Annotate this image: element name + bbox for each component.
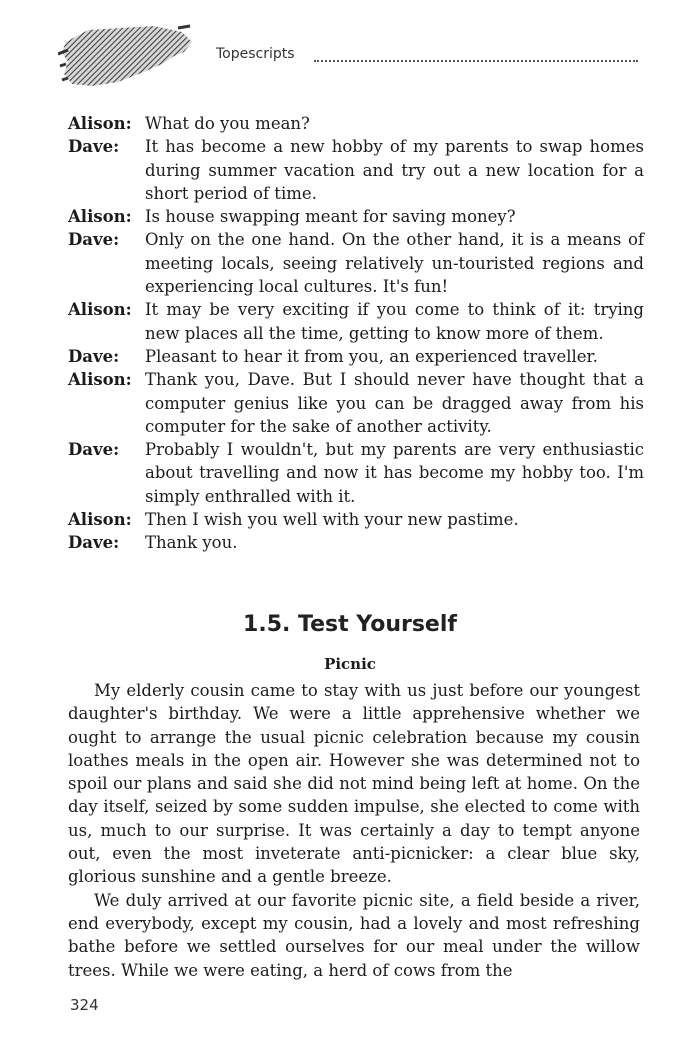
dialogue-line — [68, 438, 644, 508]
running-header-title: Topescripts — [216, 46, 295, 62]
dialogue-line — [68, 531, 644, 554]
header-dotted-rule — [314, 60, 638, 62]
dialogue-line — [68, 368, 644, 438]
speech-text: Is house swapping meant for saving money? — [145, 207, 516, 227]
speaker-name: Dave: — [68, 137, 120, 157]
speaker-name: Alison: — [68, 370, 132, 390]
speech-text: It has become a new hobby of my parents to swap homes during summer vacation and try out a new location for a short period of time. — [145, 137, 644, 203]
speech-text: Probably I wouldn't, but my parents are very enthusiastic about travelling and now it has become my hobby too. I'm simply enthralled with it. — [145, 440, 644, 506]
speech-text: Then I wish you well with your new pastime. — [145, 510, 519, 530]
dialogue-line — [68, 205, 644, 228]
speaker-name: Dave: — [68, 440, 120, 460]
page-number: 324 — [70, 996, 99, 1014]
header-decoration-icon — [58, 24, 194, 90]
story-paragraph: My elderly cousin came to stay with us just before our youngest daughter's birthday. We were a little apprehensive whether we ought to arrange the usual picnic celebration because my cousin loathes meals in the open air. However she was determined not to spoil our plans and said she did not mind being left at home. On the day itself, seized by some sudden impulse, she elected to come with us, much to our surprise. It was certainly a day to tempt anyone out, even the most inveterate anti-picnicker: a clear blue sky, glorious sunshine and a gentle breeze. — [68, 681, 640, 887]
speech-text: It may be very exciting if you come to think of it: trying new places all the time, getting to know more of them. — [145, 300, 644, 343]
speech-text: What do you mean? — [145, 114, 310, 133]
dialogue-line — [68, 135, 644, 205]
dialogue-line — [68, 112, 644, 135]
speech-text: Only on the one hand. On the other hand, it is a means of meeting locals, seeing relatively un-touristed regions and experiencing local cultures. It's fun! — [145, 230, 644, 297]
dialogue-line — [68, 508, 644, 531]
speaker-name: Dave: — [68, 533, 120, 553]
speech-text: Thank you, Dave. But I should never have thought that a computer genius like you can be dragged away from his computer for the sake of another activity. — [145, 370, 644, 436]
dialogue-line — [68, 228, 644, 298]
speaker-name: Dave: — [68, 230, 120, 250]
dialogue-line — [68, 345, 644, 368]
speech-text: Pleasant to hear it from you, an experienced traveller. — [145, 346, 598, 366]
story-paragraph: We duly arrived at our favorite picnic site, a field beside a river, end everybody, except my cousin, had a lovely and most refreshing bathe before we settled ourselves for our meal under the willow trees. While we were eating, a herd of cows from the — [68, 890, 640, 980]
dialogue-line — [68, 298, 644, 345]
section-heading: 1.5. Test Yourself — [243, 612, 457, 637]
speaker-name: Alison: — [68, 300, 132, 320]
dialogue — [68, 112, 644, 555]
speaker-name: Alison: — [68, 207, 132, 227]
story-title: Picnic — [324, 655, 376, 673]
speaker-name: Alison: — [68, 114, 132, 133]
speaker-name: Alison: — [68, 510, 132, 530]
speech-text: Thank you. — [145, 533, 238, 553]
speaker-name: Dave: — [68, 346, 120, 366]
story-text — [68, 679, 640, 982]
